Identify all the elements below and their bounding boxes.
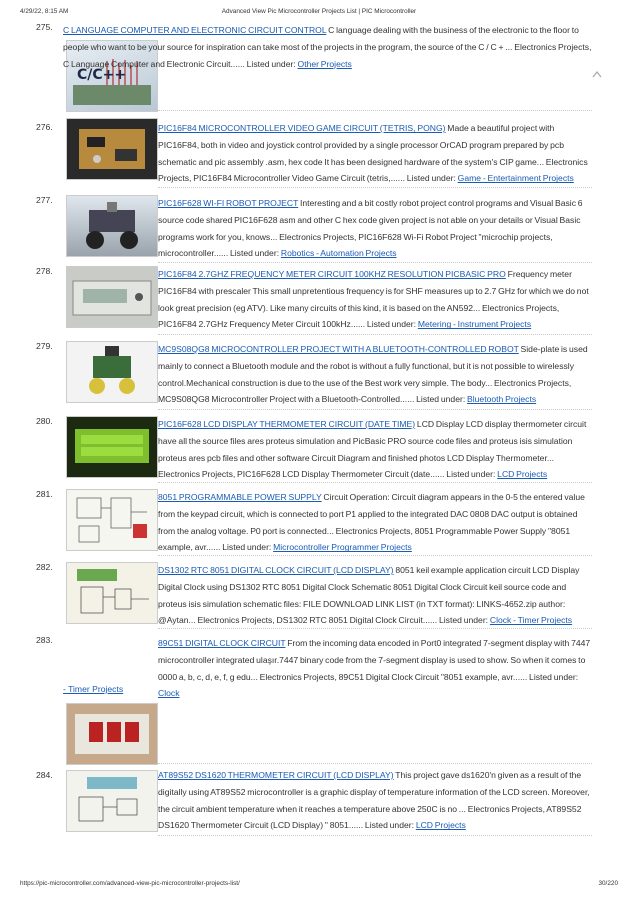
project-title-link[interactable]: DS1302 RTC 8051 DIGITAL CLOCK CIRCUIT (LCD DISPLAY) [158,565,394,575]
print-timestamp: 4/29/22, 8:15 AM [20,8,69,15]
print-url: https://pic-microcontroller.com/advanced-view-pic-microcontroller-projects-list/ [20,880,240,887]
project-title-link[interactable]: PIC16F84 MICROCONTROLLER VIDEO GAME CIRCUIT (TETRIS, PONG) [158,123,446,133]
project-description: This project gave ds1620'n given as a result of the digitally using AT89S52 microcontroller is a graphic display of temperature information of the LCD screen. Moreover, the circuit ambient temperature when it reaches a temperature above 250C is no ... Electronics Projects, AT89S52 DS1620 Thermometer Circuit (LCD Display) " 8051...... Listed under: [158,770,590,831]
entry-text [158,120,592,187]
thumbnail-overlay-text: C/C++ [77,67,127,83]
divider [158,763,592,764]
entry-text [158,489,592,556]
project-title-link[interactable]: MC9S08QG8 MICROCONTROLLER PROJECT WITH A BLUETOOTH-CONTROLLED ROBOT [158,344,519,354]
divider [158,482,592,483]
entry-text [158,562,592,629]
item-number: 283. [36,635,53,645]
thumbnail-image[interactable] [66,416,158,478]
project-description: 8051 keil example application circuit LCD Display Digital Clock using DS1302 RTC 8051 Digital Clock Schematic 8051 Digital Clock Circuit keil source code and proteus isis simulation schematic files: FILE DOWNLOAD LINK LIST (in TXT format): LINKS-4652.zip author: @Aytan... Electronics Projects, DS1302 RTC 8051 Digital Clock Circuit...... Listed under: [158,565,580,626]
thumbnail-image[interactable] [66,195,158,257]
thumbnail-image[interactable] [66,562,158,624]
thumbnail-image[interactable] [66,703,158,765]
divider [158,555,592,556]
category-link-tail[interactable]: - Timer Projects [63,684,124,694]
project-title-link[interactable]: 89C51 DIGITAL CLOCK CIRCUIT [158,638,286,648]
divider [158,187,592,188]
project-description: Circuit Operation: Circuit diagram appears in the 0-5 the entered value from the keypad circuit, which is connected to port P1 applied to the integrated DAC 0808 DAC output is obtained from the analog voltage. P0 port is connected... Electronics Projects, 8051 Programmable Power Supply "8051 example, avr...... Listed under: [158,492,585,553]
project-title-link[interactable]: PIC16F628 WI-FI ROBOT PROJECT [158,198,299,208]
category-link[interactable]: Bluetooth Projects [467,394,537,405]
project-description: From the incoming data encoded in Port0 integrated 7-segment display with 7447 microcontroller integrated ulaşır.7447 binary code from the 7-segment display is used to show. So when it comes to 0000 a, b, c, d, e, f, g edu... Electronics Projects, 89C51 Digital Clock Circuit "8051 example, avr...... Listed under: [158,638,591,682]
thumbnail-image[interactable] [66,770,158,832]
category-link-continuation [63,681,243,698]
thumbnail-image[interactable] [66,118,158,180]
thumbnail-image[interactable] [66,489,158,551]
print-page-title: Advanced View Pic Microcontroller Projects List | PIC Microcontroller [221,8,417,15]
category-link[interactable]: Metering - Instrument Projects [417,319,532,330]
print-page-number: 30/220 [598,880,618,887]
project-description: Made a beautiful project with PIC16F84, both in video and joystick control provided by a single processor OrCAD program prepared by pcb schematic and pic assembly .asm, hex code It has been designed hardware of the system's CIP game... Electronics Projects, PIC16F84 Microcontroller Video Game Circuit (tetris,...... Listed under: [158,123,588,184]
item-number: 284. [36,770,53,780]
item-number: 279. [36,341,53,351]
project-description: Side-plate is used mainly to connect a Bluetooth module and the robot is without a fully functional, but it is not possible to wirelessly control.Mechanical construction is due to the use of the Best work very simple. The body... Electronics Projects, MC9S08QG8 Microcontroller Project with a Bluetooth-Controlled...... Listed under: [158,344,588,405]
project-title-link[interactable]: AT89S52 DS1620 THERMOMETER CIRCUIT (LCD DISPLAY) [158,770,394,780]
entry-text [158,195,592,262]
item-number: 278. [36,266,53,276]
divider [158,409,592,410]
category-link[interactable]: Clock - Timer Projects [489,615,573,626]
entry-text [158,767,592,834]
item-number: 277. [36,195,53,205]
project-title-link[interactable]: C LANGUAGE COMPUTER AND ELECTRONIC CIRCUIT CONTROL [63,25,327,35]
item-number: 281. [36,489,53,499]
thumbnail-image[interactable] [66,266,158,328]
project-description: Interesting and a bit costly robot project control programs and Visual Basic 6 source code shared PIC16F628 asm and other C hex code given project is not able on your details or Visual Basic programs work for you, knows... Electronics Projects, PIC16F628 Wi-Fi Robot Project "microchip projects, microcontroller...... Listed under: [158,198,583,259]
category-link[interactable]: Robotics - Automation Projects [280,248,397,259]
item-number: 282. [36,562,53,572]
divider [158,262,592,263]
category-link[interactable]: Microcontroller Programmer Projects [273,542,412,553]
divider [158,110,592,111]
divider [158,334,592,335]
category-link[interactable]: Game - Entertainment Projects [457,173,574,184]
entry-text [158,416,592,483]
item-number: 275. [36,22,53,32]
entry-text [63,22,592,72]
project-description: C language dealing with the business of the electronic to the floor to people who want to be your source for inspiration can take most of the projects in the program, the source of the C / C + ... Electronics Projects, C Language Computer and Electronic Circuit...... Listed under: [63,25,592,69]
entry-text [158,341,592,408]
item-number: 276. [36,122,53,132]
divider [158,835,592,836]
project-description: Frequency meter PIC16F84 with prescaler This small unpretentious frequency is for SHF measures up to 2.7 GHz for which we do not look great precision (eg ATV). Like many circuits of this kind, it is based on the AN592... Electronics Projects, PIC16F84 2.7GHz Frequency Meter Circuit 100kHz...... Listed under: [158,269,589,330]
project-title-link[interactable]: PIC16F628 LCD DISPLAY THERMOMETER CIRCUIT (DATE TIME) [158,419,416,429]
entry-text [158,266,592,333]
category-link[interactable]: LCD Projects [497,469,548,480]
category-link[interactable]: Clock [158,688,180,699]
divider [158,628,592,629]
category-link[interactable]: LCD Projects [415,820,466,831]
scroll-up-chevron-icon[interactable] [592,70,602,78]
project-title-link[interactable]: 8051 PROGRAMMABLE POWER SUPPLY [158,492,322,502]
category-link[interactable]: Other Projects [297,58,352,69]
project-description: LCD Display LCD display thermometer circuit have all the source files ares proteus simulation and PicBasic PRO source code files and proteus isis simulation proteus ares pcb files and other software Circuit Diagram and finished photos LCD Display Thermometer... Electronics Projects, PIC16F628 LCD Display Thermometer Circuit (date...... Listed under: [158,419,587,480]
thumbnail-image[interactable] [66,341,158,403]
project-title-link[interactable]: PIC16F84 2.7GHZ FREQUENCY METER CIRCUIT 100KHZ RESOLUTION PICBASIC PRO [158,269,506,279]
item-number: 280. [36,416,53,426]
